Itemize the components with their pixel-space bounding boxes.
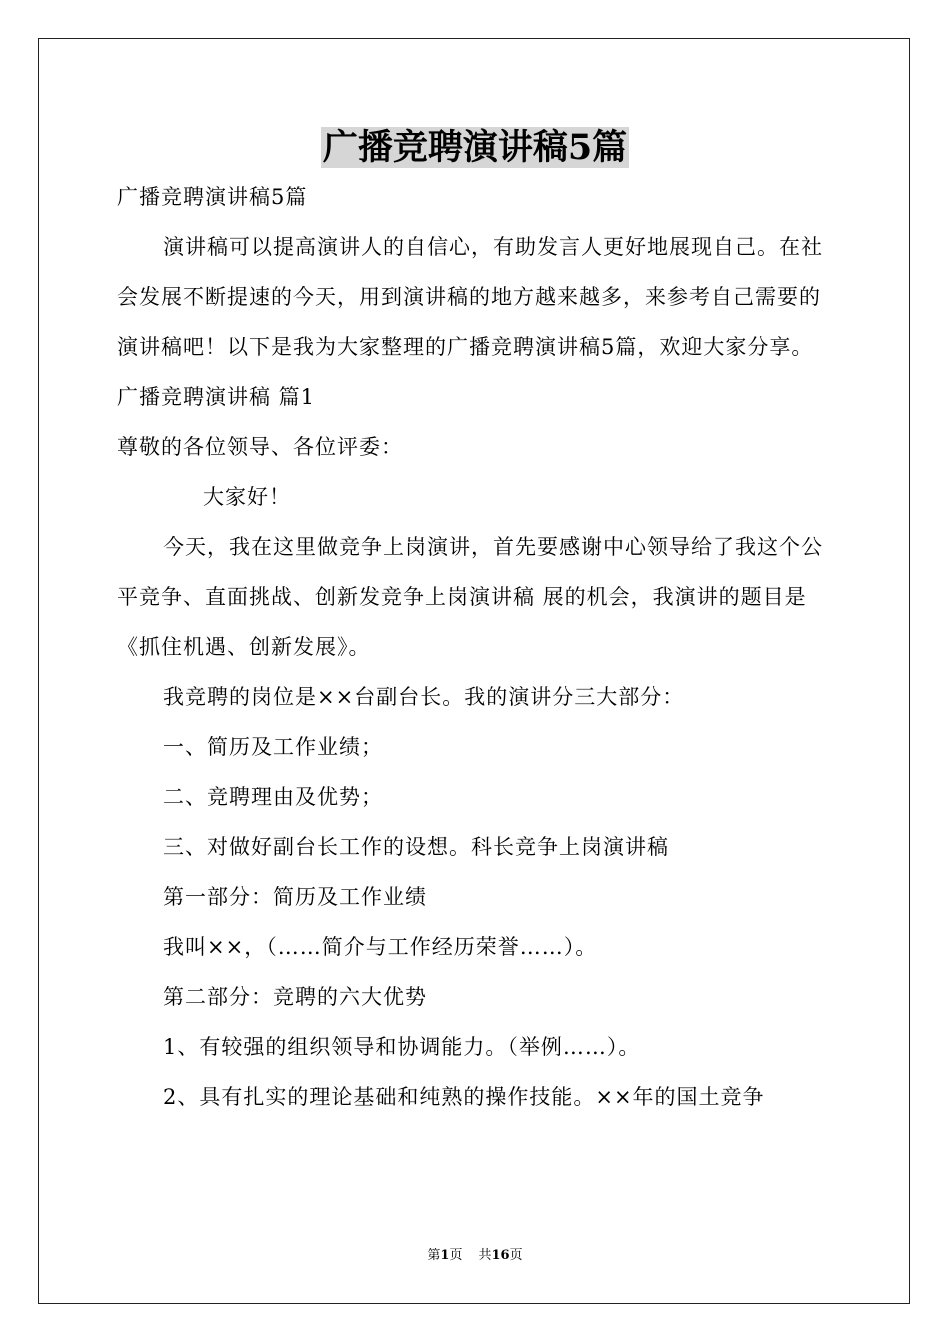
page-footer (0, 1246, 950, 1266)
subtitle-line: 广播竞聘演讲稿5篇 (117, 185, 308, 209)
total-prefix: 共 (478, 1248, 492, 1263)
page-prefix: 第 (427, 1248, 441, 1263)
salutation: 尊敬的各位领导、各位评委： (117, 435, 403, 459)
current-page-number: 1 (440, 1248, 450, 1263)
advantage-item-2: 2、具有扎实的理论基础和纯熟的操作技能。××年的国土竞争 (163, 1085, 765, 1109)
document-title-text: 广播竞聘演讲稿5篇 (322, 127, 628, 168)
document-title (0, 126, 950, 170)
opening-paragraph: 今天，我在这里做竞争上岗演讲，首先要感谢中心领导给了我这个公平竞争、直面挑战、创新发竞争上岗演讲稿 展的机会，我演讲的题目是《抓住机遇、创新发展》。 (117, 535, 823, 659)
outline-item-3: 三、对做好副台长工作的设想。科长竞争上岗演讲稿 (163, 835, 669, 859)
page-suffix: 页 (449, 1248, 463, 1263)
part-one-heading: 第一部分：简历及工作业绩 (163, 885, 427, 909)
outline-item-1: 一、简历及工作业绩； (163, 735, 383, 759)
outline-item-2: 二、竞聘理由及优势； (163, 785, 383, 809)
document-body (117, 172, 833, 1122)
section-heading: 广播竞聘演讲稿 篇1 (117, 385, 316, 409)
greeting: 大家好！ (203, 485, 291, 509)
advantage-item-1: 1、有较强的组织领导和协调能力。（举例……）。 (163, 1035, 641, 1059)
total-page-count: 16 (491, 1248, 510, 1263)
position-paragraph: 我竞聘的岗位是××台副台长。我的演讲分三大部分： (163, 685, 685, 709)
total-suffix: 页 (509, 1248, 523, 1263)
self-introduction: 我叫××，（……简介与工作经历荣誉……）。 (163, 935, 598, 959)
part-two-heading: 第二部分：竞聘的六大优势 (163, 985, 427, 1009)
intro-paragraph: 演讲稿可以提高演讲人的自信心，有助发言人更好地展现自己。在社会发展不断提速的今天，用到演讲稿的地方越来越多，来参考自己需要的演讲稿吧！以下是我为大家整理的广播竞聘演讲稿5篇，欢迎大家分享。 (117, 235, 823, 359)
